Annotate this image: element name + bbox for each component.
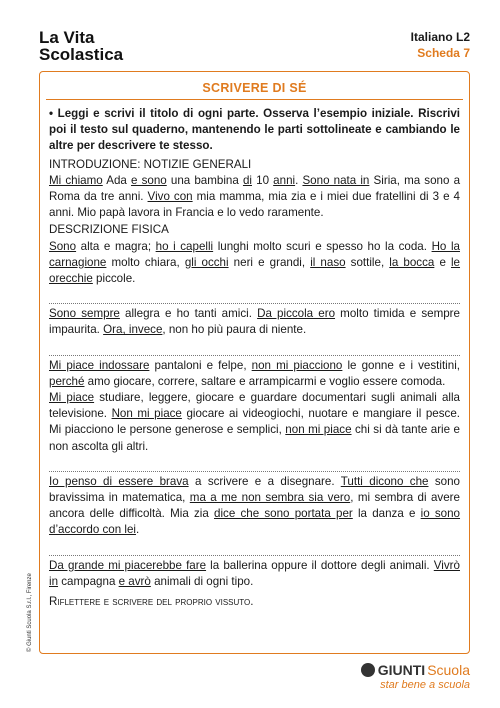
text-run: allegra e ho tanti amici. bbox=[119, 307, 258, 321]
paragraph-future bbox=[49, 558, 460, 590]
underlined-phrase: Da piccola ero bbox=[257, 307, 336, 321]
text-run: le gonne e i vestitini, bbox=[342, 358, 460, 372]
underlined-phrase: il naso bbox=[310, 255, 346, 269]
text-run: a scrivere e a disegnare. bbox=[188, 474, 341, 488]
publisher-brand bbox=[361, 662, 470, 691]
underlined-phrase: non mi piacciono bbox=[251, 358, 343, 372]
text-run: sono bravissima in matematica, bbox=[49, 474, 461, 505]
sheet-number: Scheda 7 bbox=[417, 46, 470, 60]
underlined-phrase: Da grande mi piacerebbe fare bbox=[49, 558, 207, 572]
logo-line-2: Scolastica bbox=[39, 45, 124, 64]
text-run: una bambina bbox=[166, 173, 243, 187]
paragraph-character bbox=[49, 306, 460, 338]
worksheet-title: SCRIVERE DI SÉ bbox=[202, 81, 307, 95]
magazine-logo bbox=[39, 29, 123, 63]
paragraph-intro bbox=[49, 173, 460, 222]
underlined-phrase: Vivo con bbox=[147, 190, 193, 204]
underlined-phrase: ho i capelli bbox=[155, 239, 214, 253]
logo-line-1: La Vita bbox=[39, 28, 95, 47]
worksheet-frame bbox=[39, 71, 470, 654]
underlined-phrase: Io penso di essere brava bbox=[49, 474, 189, 488]
title-writing-line[interactable] bbox=[49, 287, 460, 304]
section-heading-description: DESCRIZIONE FISICA bbox=[49, 223, 169, 237]
text-run: lunghi molto scuri e spesso ho la coda. bbox=[213, 239, 432, 253]
underlined-phrase: la bocca bbox=[389, 255, 435, 269]
text-run: la danza e bbox=[352, 507, 421, 521]
paragraph-description bbox=[49, 239, 460, 288]
copyright-note: © Giunti Scuola S.r.l., Firenze bbox=[27, 573, 33, 652]
paragraph-likes-activities bbox=[49, 390, 460, 455]
sheet-header bbox=[411, 29, 470, 61]
underlined-phrase: Ora, invece bbox=[103, 323, 163, 337]
text-run: giocare ai videogiochi, nuotare e mangiare il pesce. Mi piacciono le persone generose e semplici, bbox=[49, 407, 460, 437]
publisher-logo-icon bbox=[361, 663, 375, 677]
underlined-phrase: gli occhi bbox=[184, 255, 229, 269]
brand-tagline: star bene a scuola bbox=[380, 679, 470, 691]
underlined-phrase: ma a me non sembra sia vero bbox=[189, 491, 351, 505]
text-run: studiare, leggere, giocare e guardare documentari sugli animali alla televisione. bbox=[49, 391, 461, 421]
underlined-phrase: Ho la carnagione bbox=[49, 239, 460, 269]
text-run: Ada bbox=[102, 173, 132, 187]
title-divider bbox=[46, 99, 463, 100]
underlined-phrase: le orecchie bbox=[49, 255, 461, 286]
text-run: animali di ogni tipo. bbox=[150, 574, 254, 588]
underlined-phrase: e avrò bbox=[118, 574, 151, 588]
instruction-text: • Leggi e scrivi il titolo di ogni parte. Osserva l’esempio iniziale. Riscrivi poi il testo sul quaderno, mantenendo le parti sottolineate e cambiando le altre per descrivere te stesso. bbox=[49, 107, 460, 153]
paragraph-skills bbox=[49, 474, 460, 539]
underlined-phrase: dice che sono portata per bbox=[214, 507, 353, 521]
underlined-phrase: Vivrò in bbox=[49, 558, 460, 588]
text-run: la ballerina oppure il dottore degli animali. bbox=[206, 558, 434, 572]
paragraph-likes-clothes bbox=[49, 358, 460, 390]
text-run: . bbox=[136, 523, 140, 537]
text-run: , mi sembra di avere ancora delle difficoltà. Mia zia bbox=[49, 491, 460, 521]
text-run: , non ho più paura di niente. bbox=[162, 323, 307, 337]
subject-label: Italiano L2 bbox=[410, 30, 470, 44]
underlined-phrase: Sono sempre bbox=[49, 307, 120, 321]
title-writing-line[interactable] bbox=[49, 539, 460, 556]
text-run: Siria, ma sono a Roma da tre anni. bbox=[49, 173, 461, 204]
underlined-phrase: anni bbox=[273, 173, 296, 187]
text-run: molto timida e sempre impaurita. bbox=[49, 307, 460, 337]
underlined-phrase: perché bbox=[49, 374, 85, 388]
text-run: pantaloni e felpe, bbox=[149, 358, 252, 372]
title-writing-line[interactable] bbox=[49, 339, 460, 356]
closing-title: Riflettere e scrivere del proprio vissuto. bbox=[49, 595, 254, 609]
text-run: campagna bbox=[58, 574, 119, 588]
brand-school: Scuola bbox=[427, 662, 470, 678]
title-writing-line[interactable] bbox=[49, 455, 460, 472]
text-run: amo giocare, correre, saltare e arrampicarmi e voglio essere comoda. bbox=[84, 374, 446, 388]
text-run: alta e magra; bbox=[76, 239, 156, 253]
worksheet-content bbox=[49, 106, 460, 610]
underlined-phrase: di bbox=[242, 173, 252, 187]
underlined-phrase: Mi piace bbox=[49, 391, 95, 405]
underlined-phrase: Mi piace indossare bbox=[49, 358, 150, 372]
text-run: chi si dà tante arie e non ascolta gli altri. bbox=[49, 423, 460, 453]
text-run: 10 bbox=[252, 173, 274, 187]
brand-name: GIUNTI bbox=[377, 662, 426, 678]
underlined-phrase: Sono bbox=[49, 239, 77, 253]
text-run: piccole. bbox=[92, 272, 136, 286]
text-run: . bbox=[295, 173, 303, 187]
underlined-phrase: Mi chiamo bbox=[49, 173, 103, 187]
underlined-phrase: e sono bbox=[131, 173, 167, 187]
underlined-phrase: Tutti dicono che bbox=[340, 474, 429, 488]
text-run: mia mamma, mia zia e i miei due fratellini di 3 e 4 anni. Mio papà lavora in Francia e lo vedo raramente. bbox=[49, 190, 460, 220]
section-heading-intro: INTRODUZIONE: NOTIZIE GENERALI bbox=[49, 157, 252, 171]
text-run: molto chiara, bbox=[106, 255, 185, 269]
text-run: e bbox=[434, 255, 451, 269]
underlined-phrase: io sono d’accordo con lei bbox=[49, 507, 461, 537]
text-run: sottile, bbox=[345, 255, 390, 269]
underlined-phrase: Sono nata in bbox=[302, 173, 370, 187]
text-run: neri e grandi, bbox=[228, 255, 311, 269]
underlined-phrase: Non mi piace bbox=[111, 407, 182, 421]
underlined-phrase: non mi piace bbox=[285, 423, 352, 437]
